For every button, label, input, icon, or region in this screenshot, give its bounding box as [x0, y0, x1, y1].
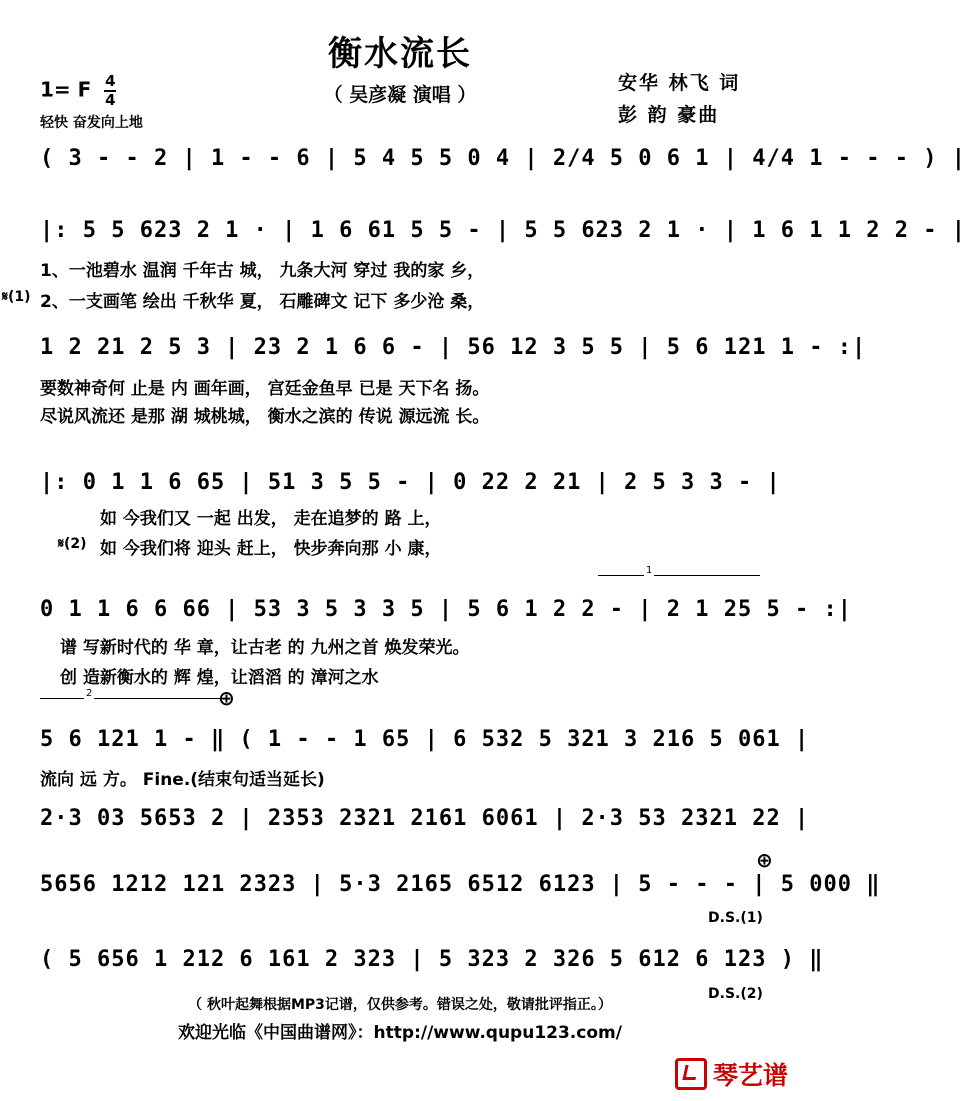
time-top: 4: [105, 72, 116, 90]
volta-1-label: 1: [646, 565, 653, 576]
coda-icon-2: ⊕: [756, 848, 773, 872]
ending-notes: 5 6 121 1 - ‖ ( 1 - - 1 65 | 6 532 5 321 3 216 5 061 |: [40, 727, 810, 752]
segno-1: 𝄋(1): [2, 289, 31, 305]
footer-note: （ 秋叶起舞根据MP3记谱，仅供参考。错误之处，敬请批评指正。）: [188, 997, 612, 1013]
volta-1-bracket: [598, 565, 760, 576]
interlude-line2-notes: 5656 1212 121 2323 | 5·3 2165 6512 6123 | 5 - - - | 5 000 ‖: [40, 872, 881, 897]
chorus-line2-notes: 0 1 1 6 6 66 | 53 3 5 3 3 5 | 5 6 1 2 2 - | 2 1 25 5 - :|: [40, 597, 852, 622]
composer-credit: 彭 韵 豪曲: [618, 104, 720, 126]
ds-2-marking: D.S.(2): [708, 986, 763, 1002]
segno-2: 𝄋(2): [58, 536, 87, 552]
verse-line1-notes: |: 5 5 623 2 1 · | 1 6 61 5 5 - | 5 5 623 2 1 · | 1 6 1 1 2 2 - |: [40, 218, 966, 243]
chorus-line2-lyric2: 创 造新衡水的 辉 煌，让滔滔 的 漳河之水: [60, 668, 379, 688]
chorus-line1-lyric2: 如 今我们将 迎头 赶上， 快步奔向那 小 康，: [100, 539, 442, 559]
volta-2-bracket: [40, 688, 224, 699]
ending-lyric: 流向 远 方。 Fine.(结束句适当延长): [40, 770, 325, 790]
logo-icon: [675, 1058, 707, 1090]
ds-1-marking: D.S.(1): [708, 910, 763, 926]
tempo-marking: 轻快 奋发向上地: [40, 115, 143, 131]
coda-icon: ⊕: [218, 686, 235, 710]
chorus-line1-lyric1: 如 今我们又 一起 出发， 走在追梦的 路 上，: [100, 509, 442, 529]
performer-subtitle: （ 吴彦凝 演唱 ）: [323, 84, 477, 106]
time-signature: [104, 74, 116, 108]
logo-text: 琴艺谱: [712, 1061, 788, 1090]
key-signature: [40, 74, 116, 108]
verse-line2-notes: 1 2 21 2 5 3 | 23 2 1 6 6 - | 56 12 3 5 5 | 5 6 121 1 - :|: [40, 335, 867, 360]
verse-line1-lyric2: 2、一支画笔 绘出 千秋华 夏， 石雕碑文 记下 多少沧 桑，: [40, 292, 485, 312]
brand-logo: [675, 1056, 788, 1092]
key-label: 1= F: [40, 77, 92, 102]
chorus-line1-notes: |: 0 1 1 6 65 | 51 3 5 5 - | 0 22 2 21 | 2 5 3 3 - |: [40, 470, 781, 495]
volta-2-label: 2: [86, 688, 93, 699]
chorus-line2-lyric1: 谱 写新时代的 华 章，让古老 的 九州之首 焕发荣光。: [60, 638, 470, 658]
verse-line2-lyric2: 尽说风流还 是那 湖 城桃城， 衡水之滨的 传说 源远流 长。: [40, 407, 490, 427]
page-title: 衡水流长: [328, 34, 472, 74]
intro-notes: ( 3 - - 2 | 1 - - 6 | 5 4 5 5 0 4 | 2/4 5 0 6 1 | 4/4 1 - - - ) |: [40, 146, 966, 171]
verse-line1-lyric1: 1、一池碧水 温润 千年古 城， 九条大河 穿过 我的家 乡，: [40, 261, 485, 281]
time-bottom: 4: [105, 91, 116, 109]
verse-line2-lyric1: 要数神奇何 止是 内 画年画， 宫廷金鱼早 已是 天下名 扬。: [40, 379, 490, 399]
lyricist-credit: 安华 林飞 词: [618, 72, 741, 94]
interlude-line3-notes: ( 5 656 1 212 6 161 2 323 | 5 323 2 326 5 612 6 123 ) ‖: [40, 947, 824, 972]
footer-website: 欢迎光临《中国曲谱网》：http://www.qupu123.com/: [178, 1023, 622, 1043]
interlude-line1-notes: 2·3 03 5653 2 | 2353 2321 2161 6061 | 2·3 53 2321 22 |: [40, 806, 810, 831]
